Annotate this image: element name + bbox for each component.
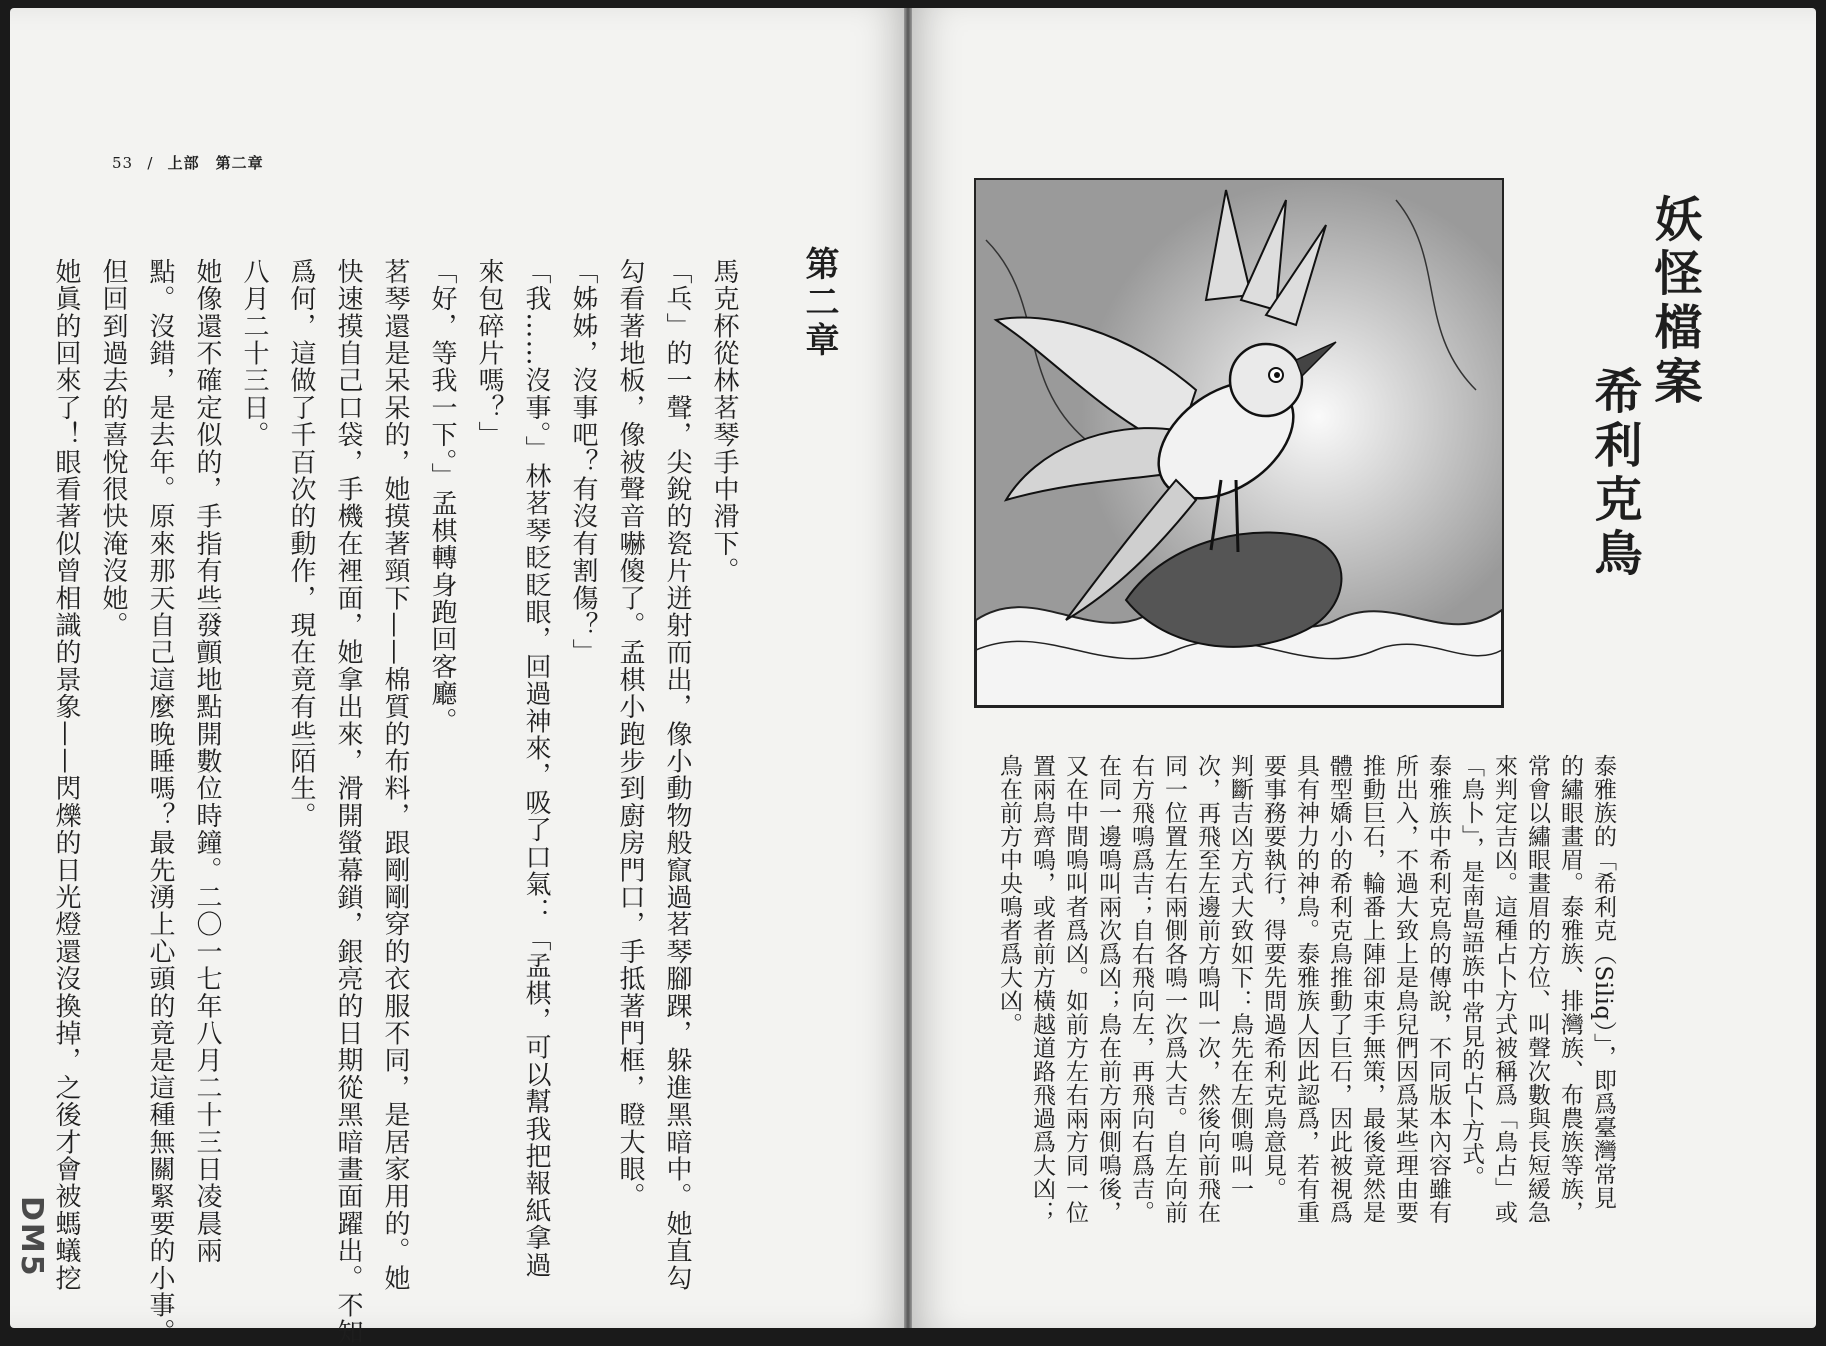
- entry-subtitle: 希利克鳥: [1586, 366, 1642, 582]
- entry-column: 的繡眼畫眉。泰雅族、排灣族、布農族等族，: [1557, 754, 1583, 1224]
- book-gutter: [904, 8, 912, 1328]
- body-column: 茗琴還是呆呆的，她摸著頸下——棉質的布料，跟剛剛穿的衣服不同，是居家用的。她: [380, 258, 410, 1292]
- entry-column: 體型嬌小的希利克鳥推動了巨石，因此被視爲: [1326, 754, 1352, 1224]
- body-column: 勾看著地板，像被聲音嚇傻了。孟棋小跑步到廚房門口，手抵著門框，瞪大眼。: [615, 258, 645, 1210]
- entry-column: 泰雅族中希利克鳥的傳說，不同版本內容雖有: [1425, 754, 1451, 1224]
- body-column: 她像還不確定似的，手指有些發顫地點開數位時鐘。二〇一七年八月二十三日凌晨兩: [192, 258, 222, 1265]
- running-header: [112, 152, 264, 173]
- page-number: 53: [112, 154, 134, 172]
- bird-illustration: [974, 178, 1504, 708]
- body-column: 快速摸自己口袋，手機在裡面，她拿出來，滑開螢幕鎖，銀亮的日期從黑暗畫面躍出。不知: [333, 258, 363, 1346]
- entry-column: 右方飛鳴爲吉；自右飛向左，再飛向右爲吉。: [1128, 754, 1154, 1224]
- entry-column: 所出入，不過大致上是鳥兒們因爲某些理由要: [1392, 754, 1418, 1224]
- entry-title: 妖怪檔案: [1646, 194, 1702, 410]
- watermark-logo: DM5: [14, 1196, 49, 1278]
- body-column: 她眞的回來了！眼看著似曾相識的景象——閃爍的日光燈還沒換掉，之後才會被螞蟻挖: [51, 258, 81, 1292]
- running-head: 上部 第二章: [167, 154, 264, 172]
- body-column: 來包碎片嗎？」: [474, 258, 504, 449]
- header-separator: /: [147, 154, 154, 172]
- entry-column: 推動巨石，輪番上陣卻束手無策，最後竟然是: [1359, 754, 1385, 1224]
- bird-drawing-icon: [976, 180, 1502, 706]
- body-column: 爲何，這做了千百次的動作，現在竟有些陌生。: [286, 258, 316, 830]
- body-column: 「姊姊，沒事吧？有沒有割傷？」: [568, 258, 598, 666]
- entry-column: 次，再飛至左邊前方鳴叫一次，然後向前飛在: [1194, 754, 1220, 1224]
- body-column: 八月二十三日。: [239, 258, 269, 449]
- body-column: 但回到過去的喜悅很快淹沒她。: [98, 258, 128, 639]
- entry-column: 泰雅族的「希利克（Siliq）」，即爲臺灣常見: [1590, 754, 1616, 1210]
- entry-column: 要事務要執行，得要先問過希利克鳥意見。: [1260, 754, 1286, 1201]
- body-column: 「好，等我一下。」孟棋轉身跑回客廳。: [427, 258, 457, 735]
- body-column: 馬克杯從林茗琴手中滑下。: [709, 258, 739, 585]
- entry-column: 又在中間鳴叫者爲凶。如前方左右兩方同一位: [1062, 754, 1088, 1224]
- body-column: 「我……沒事。」林茗琴眨眨眼，回過神來，吸了口氣：「孟棋，可以幫我把報紙拿過: [521, 258, 551, 1279]
- entry-column: 來判定吉凶。這種占卜方式被稱爲「鳥占」或: [1491, 754, 1517, 1224]
- body-column: 點。沒錯，是去年。原來那天自己這麼晚睡嗎？最先湧上心頭的竟是這種無關緊要的小事。: [145, 258, 175, 1346]
- entry-column: 鳥在前方中央鳴者爲大凶。: [996, 754, 1022, 1036]
- entry-column: 判斷吉凶方式大致如下：鳥先在左側鳴叫一: [1227, 754, 1253, 1201]
- entry-column: 同一位置左右兩側各鳴一次爲大吉。自左向前: [1161, 754, 1187, 1224]
- entry-column: 「鳥卜」，是南島語族中常見的占卜方式。: [1458, 754, 1484, 1189]
- entry-column: 具有神力的神鳥。泰雅族人因此認爲，若有重: [1293, 754, 1319, 1224]
- body-column: 「乓」的一聲，尖銳的瓷片迸射而出，像小動物般竄過茗琴腳踝，躲進黑暗中。她直勾: [662, 258, 692, 1292]
- chapter-title: 第二章: [799, 246, 839, 360]
- entry-column: 在同一邊鳴叫兩次爲凶；鳥在前方兩側鳴後，: [1095, 754, 1121, 1224]
- entry-column: 置兩鳥齊鳴，或者前方橫越道路飛過爲大凶；: [1029, 754, 1055, 1224]
- entry-column: 常會以繡眼畫眉的方位、叫聲次數與長短緩急: [1524, 754, 1550, 1224]
